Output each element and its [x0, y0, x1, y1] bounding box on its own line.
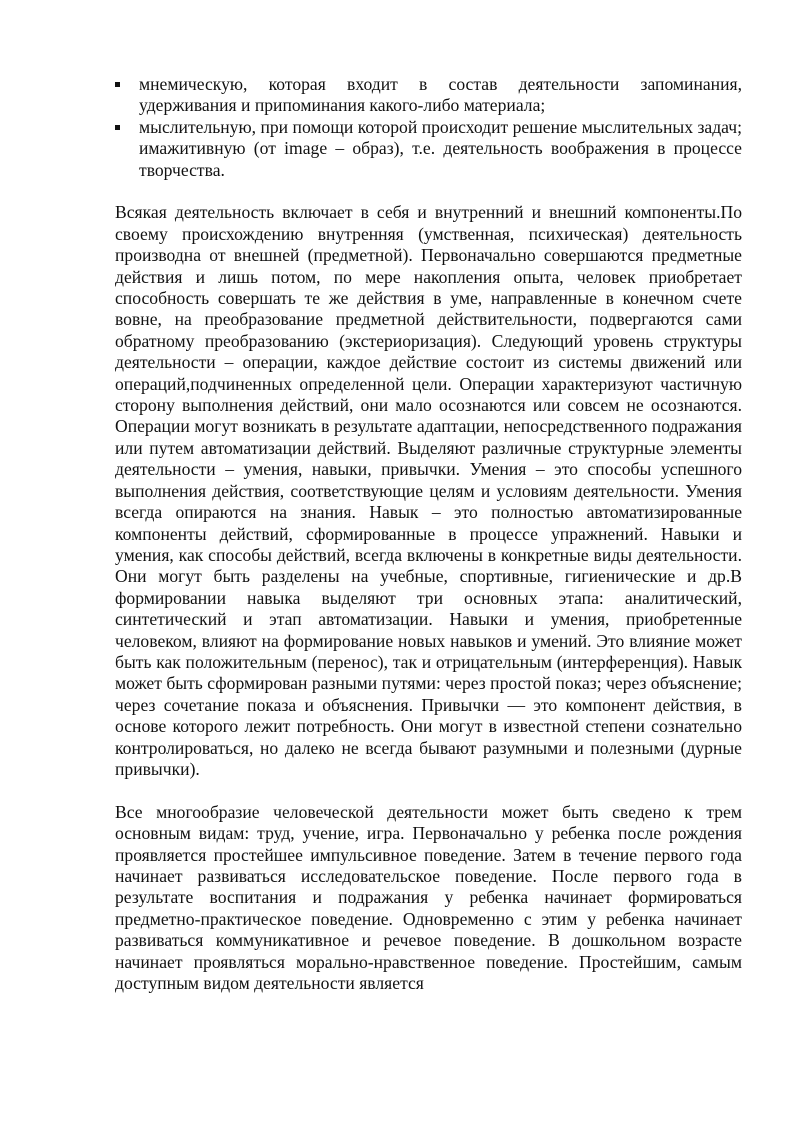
list-item-text: мыслительную, при помощи которой происходит решение мыслительных задач; имажитивную (от image – образ), т.е. деятельность воображения в процессе творчества.: [139, 116, 742, 180]
list-item: [115, 117, 742, 181]
document-body: [115, 74, 742, 994]
paragraph-activity-components: Всякая деятельность включает в себя и внутренний и внешний компоненты.По своему происхождению внутренняя (умственная, психическая) деятельность производна от внешней (предметной). Первоначально совершаются предметные действия и лишь потом, по мере накопления опыта, человек приобретает способность совершать те же действия в уме, направленные в конечном счете вовне, на преобразование предметной действительности, подвергаются сами обратному преобразованию (экстериоризация). Следующий уровень структуры деятельности – операции, каждое действие состоит из системы движений или операций,подчиненных определенной цели. Операции характеризуют частичную сторону выполнения действий, они мало осознаются или совсем не осознаются. Операции могут возникать в результате адаптации, непосредственного подражания или путем автоматизации действий. Выделяют различные структурные элементы деятельности – умения, навыки, привычки. Умения – это способы успешного выполнения действия, соответствующие целям и условиям деятельности. Умения всегда опираются на знания. Навык – это полностью автоматизированные компоненты действий, сформированные в процессе упражнений. Навыки и умения, как способы действий, всегда включены в конкретные виды деятельности. Они могут быть разделены на учебные, спортивные, гигиенические и др.В формировании навыка выделяют три основных этапа: аналитический, синтетический и этап автоматизации. Навыки и умения, приобретенные человеком, влияют на формирование новых навыков и умений. Это влияние может быть как положительным (перенос), так и отрицательным (интерференция). Навык может быть сформирован разными путями: через простой показ; через объяснение; через сочетание показа и объяснения. Привычки — это компонент действия, в основе которого лежит потребность. Они могут в известной степени сознательно контролироваться, но далеко не всегда бывают разумными и полезными (дурные привычки).: [115, 202, 742, 779]
list-item-text: мнемическую, которая входит в состав деятельности запоминания, удерживания и припоминания какого-либо материала;: [139, 74, 742, 116]
bullet-list: [115, 74, 742, 181]
list-item: [115, 74, 742, 117]
bullet-marker-icon: [115, 82, 120, 87]
paragraph-activity-types: Все многообразие человеческой деятельности может быть сведено к трем основным видам: труд, учение, игра. Первоначально у ребенка после рождения проявляется простейшее импульсивное поведение. Затем в течение первого года начинает развиваться исследовательское поведение. После первого года в результате воспитания и подражания у ребенка начинает формироваться предметно-практическое поведение. Одновременно с этим у ребенка начинает развиваться коммуникативное и речевое поведение. В дошкольном возрасте начинает проявляться морально-нравственное поведение. Простейшим, самым доступным видом деятельности является: [115, 801, 742, 994]
bullet-marker-icon: [115, 125, 120, 130]
